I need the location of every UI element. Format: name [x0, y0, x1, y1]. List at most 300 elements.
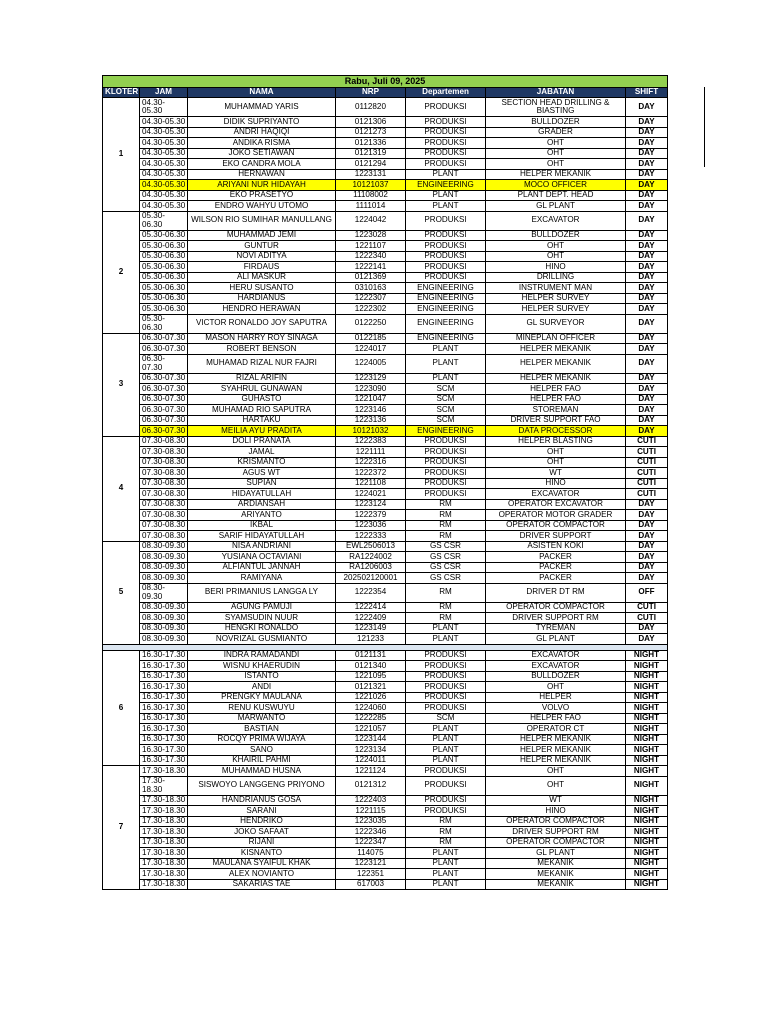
nama-cell: JOKO SETIAWAN: [188, 148, 336, 159]
jam-cell: 17.30-18.30: [140, 827, 188, 838]
table-row: [103, 837, 668, 848]
jam-cell: 04.30-05.30: [140, 180, 188, 191]
table-row: [103, 806, 668, 817]
table-row: [103, 650, 668, 661]
jabatan-cell: DRIVER SUPPORT: [486, 531, 626, 542]
jabatan-cell: GRADER: [486, 127, 626, 138]
jam-cell: 16.30-17.30: [140, 713, 188, 724]
jabatan-cell: PLANT DEPT. HEAD: [486, 190, 626, 201]
nama-cell: ARDIANSAH: [188, 499, 336, 510]
jam-cell: 07.30-08.30: [140, 468, 188, 479]
nrp-cell: 0310163: [336, 283, 406, 294]
header-nama: NAMA: [188, 88, 336, 98]
table-row: [103, 661, 668, 672]
table-row: [103, 283, 668, 294]
shift-cell: NIGHT: [626, 858, 668, 869]
jam-cell: 05.30-06.30: [140, 314, 188, 333]
jam-cell: 06.30-07.30: [140, 344, 188, 355]
dept-cell: ENGINEERING: [406, 314, 486, 333]
nama-cell: MUHAMMAD JEMI: [188, 230, 336, 241]
table-row: [103, 415, 668, 426]
jabatan-cell: WT: [486, 795, 626, 806]
dept-cell: PRODUKSI: [406, 766, 486, 777]
nrp-cell: 1224005: [336, 354, 406, 373]
table-row: [103, 869, 668, 880]
dept-cell: PLANT: [406, 755, 486, 766]
table-row: [103, 573, 668, 584]
nama-cell: NOVI ADITYA: [188, 251, 336, 262]
dept-cell: PLANT: [406, 848, 486, 859]
nama-cell: HARDIANUS: [188, 293, 336, 304]
nrp-cell: EWL2506013: [336, 541, 406, 552]
nama-cell: EKO PRASETYO: [188, 190, 336, 201]
dept-cell: PLANT: [406, 623, 486, 634]
dept-cell: PLANT: [406, 373, 486, 384]
jabatan-cell: OPERATOR COMPACTOR: [486, 520, 626, 531]
nama-cell: NISA ANDRIANI: [188, 541, 336, 552]
jam-cell: 07.30-08.30: [140, 447, 188, 458]
shift-cell: NIGHT: [626, 827, 668, 838]
nrp-cell: 1223129: [336, 373, 406, 384]
table-row: [103, 827, 668, 838]
nama-cell: HENDRIKO: [188, 816, 336, 827]
nrp-cell: 0121294: [336, 159, 406, 170]
jam-cell: 08.30-09.30: [140, 541, 188, 552]
nrp-cell: 0122185: [336, 333, 406, 344]
nama-cell: HANDRIANUS GOSA: [188, 795, 336, 806]
table-row: [103, 426, 668, 437]
table-row: [103, 489, 668, 500]
nama-cell: SAKARIAS TAE: [188, 879, 336, 890]
nrp-cell: 0122250: [336, 314, 406, 333]
dept-cell: ENGINEERING: [406, 304, 486, 315]
dept-cell: RM: [406, 613, 486, 624]
nrp-cell: 1221047: [336, 394, 406, 405]
dept-cell: RM: [406, 837, 486, 848]
shift-cell: NIGHT: [626, 671, 668, 682]
table-row: [103, 180, 668, 191]
jabatan-cell: OPERATOR COMPACTOR: [486, 602, 626, 613]
nrp-cell: 0121273: [336, 127, 406, 138]
dept-cell: PRODUKSI: [406, 117, 486, 128]
jam-cell: 17.30-18.30: [140, 776, 188, 795]
jam-cell: 16.30-17.30: [140, 724, 188, 735]
shift-cell: NIGHT: [626, 816, 668, 827]
table-row: [103, 541, 668, 552]
jabatan-cell: INSTRUMENT MAN: [486, 283, 626, 294]
table-row: [103, 724, 668, 735]
shift-cell: DAY: [626, 562, 668, 573]
header-nrp: NRP: [336, 88, 406, 98]
nama-cell: ANDI: [188, 682, 336, 693]
nama-cell: AGUS WT: [188, 468, 336, 479]
shift-cell: NIGHT: [626, 879, 668, 890]
nrp-cell: 1223144: [336, 734, 406, 745]
dept-cell: PLANT: [406, 869, 486, 880]
nrp-cell: 1223149: [336, 623, 406, 634]
jabatan-cell: OHT: [486, 447, 626, 458]
jabatan-cell: PACKER: [486, 562, 626, 573]
nama-cell: HERNAWAN: [188, 169, 336, 180]
dept-cell: PLANT: [406, 344, 486, 355]
nama-cell: WILSON RIO SUMIHAR MANULLANG: [188, 211, 336, 230]
nrp-cell: 1224060: [336, 703, 406, 714]
jam-cell: 07.30-08.30: [140, 520, 188, 531]
dept-cell: PRODUKSI: [406, 776, 486, 795]
table-row: [103, 394, 668, 405]
table-row: [103, 447, 668, 458]
nrp-cell: 1223028: [336, 230, 406, 241]
jam-cell: 16.30-17.30: [140, 745, 188, 756]
nrp-cell: 11108002: [336, 190, 406, 201]
nrp-cell: 1222354: [336, 583, 406, 602]
dept-cell: RM: [406, 499, 486, 510]
nama-cell: BASTIAN: [188, 724, 336, 735]
table-row: [103, 776, 668, 795]
shift-cell: CUTI: [626, 489, 668, 500]
table-row: [103, 98, 668, 117]
jabatan-cell: DRIVER SUPPORT RM: [486, 613, 626, 624]
nrp-cell: 1224017: [336, 344, 406, 355]
sheet-title: Rabu, Juli 09, 2025: [103, 76, 668, 88]
dept-cell: PRODUKSI: [406, 671, 486, 682]
nama-cell: ALFIANTUL JANNAH: [188, 562, 336, 573]
kloter-cell: 3: [103, 333, 140, 436]
nrp-cell: 1222333: [336, 531, 406, 542]
jabatan-cell: EXCAVATOR: [486, 661, 626, 672]
title-row: [103, 76, 668, 88]
jabatan-cell: HELPER MEKANIK: [486, 169, 626, 180]
nama-cell: KISNANTO: [188, 848, 336, 859]
dept-cell: SCM: [406, 415, 486, 426]
jabatan-cell: DRILLING: [486, 272, 626, 283]
table-row: [103, 478, 668, 489]
table-row: [103, 159, 668, 170]
shift-cell: DAY: [626, 344, 668, 355]
nama-cell: NOVRIZAL GUSMIANTO: [188, 634, 336, 645]
nama-cell: JAMAL: [188, 447, 336, 458]
jam-cell: 16.30-17.30: [140, 703, 188, 714]
kloter-cell: 2: [103, 211, 140, 333]
jabatan-cell: OHT: [486, 457, 626, 468]
shift-cell: CUTI: [626, 447, 668, 458]
dept-cell: RM: [406, 520, 486, 531]
nrp-cell: 1224042: [336, 211, 406, 230]
header-jam: JAM: [140, 88, 188, 98]
jam-cell: 06.30-07.30: [140, 373, 188, 384]
table-row: [103, 703, 668, 714]
dept-cell: PLANT: [406, 734, 486, 745]
nrp-cell: 1222285: [336, 713, 406, 724]
jabatan-cell: OHT: [486, 138, 626, 149]
dept-cell: RM: [406, 531, 486, 542]
table-row: [103, 634, 668, 645]
schedule-body: [103, 98, 668, 890]
dept-cell: PRODUKSI: [406, 230, 486, 241]
nrp-cell: 121233: [336, 634, 406, 645]
jam-cell: 08.30-09.30: [140, 602, 188, 613]
nrp-cell: 1222307: [336, 293, 406, 304]
shift-cell: DAY: [626, 531, 668, 542]
table-row: [103, 384, 668, 395]
nama-cell: RIJANI: [188, 837, 336, 848]
jabatan-cell: OHT: [486, 159, 626, 170]
jam-cell: 16.30-17.30: [140, 734, 188, 745]
nama-cell: RAMIYANA: [188, 573, 336, 584]
jabatan-cell: MEKANIK: [486, 879, 626, 890]
nama-cell: MARWANTO: [188, 713, 336, 724]
nama-cell: WISNU KHAERUDIN: [188, 661, 336, 672]
dept-cell: SCM: [406, 713, 486, 724]
nrp-cell: 1223121: [336, 858, 406, 869]
nama-cell: MUHAMAD RIO SAPUTRA: [188, 405, 336, 416]
dept-cell: PRODUKSI: [406, 262, 486, 273]
table-row: [103, 734, 668, 745]
jam-cell: 04.30-05.30: [140, 159, 188, 170]
shift-cell: DAY: [626, 314, 668, 333]
jabatan-cell: HELPER SURVEY: [486, 304, 626, 315]
nama-cell: JOKO SAFAAT: [188, 827, 336, 838]
dept-cell: PRODUKSI: [406, 682, 486, 693]
jabatan-cell: DRIVER SUPPORT FAO: [486, 415, 626, 426]
table-row: [103, 682, 668, 693]
nama-cell: GUHASTO: [188, 394, 336, 405]
jabatan-cell: BULLDOZER: [486, 117, 626, 128]
dept-cell: PRODUKSI: [406, 795, 486, 806]
shift-cell: CUTI: [626, 457, 668, 468]
table-row: [103, 766, 668, 777]
jam-cell: 16.30-17.30: [140, 671, 188, 682]
jam-cell: 17.30-18.30: [140, 858, 188, 869]
shift-cell: DAY: [626, 333, 668, 344]
dept-cell: PRODUKSI: [406, 127, 486, 138]
nrp-cell: 1223134: [336, 745, 406, 756]
jam-cell: 04.30-05.30: [140, 201, 188, 212]
nama-cell: DIDIK SUPRIYANTO: [188, 117, 336, 128]
jam-cell: 05.30-06.30: [140, 211, 188, 230]
shift-cell: DAY: [626, 169, 668, 180]
jam-cell: 07.30-08.30: [140, 478, 188, 489]
nrp-cell: 1222141: [336, 262, 406, 273]
shift-cell: DAY: [626, 510, 668, 521]
jam-cell: 05.30-06.30: [140, 251, 188, 262]
nama-cell: PRENGKY MAULANA: [188, 692, 336, 703]
nama-cell: MAULANA SYAIFUL KHAK: [188, 858, 336, 869]
nrp-cell: 1223136: [336, 415, 406, 426]
nrp-cell: 1221095: [336, 671, 406, 682]
shift-cell: DAY: [626, 190, 668, 201]
dept-cell: PRODUKSI: [406, 703, 486, 714]
table-row: [103, 314, 668, 333]
dept-cell: PRODUKSI: [406, 806, 486, 817]
nama-cell: ENDRO WAHYU UTOMO: [188, 201, 336, 212]
jabatan-cell: HELPER MEKANIK: [486, 373, 626, 384]
dept-cell: PRODUKSI: [406, 138, 486, 149]
dept-cell: GS CSR: [406, 552, 486, 563]
jabatan-cell: HINO: [486, 262, 626, 273]
jabatan-cell: EXCAVATOR: [486, 489, 626, 500]
shift-cell: CUTI: [626, 468, 668, 479]
dept-cell: PLANT: [406, 190, 486, 201]
shift-cell: DAY: [626, 426, 668, 437]
table-row: [103, 552, 668, 563]
table-row: [103, 354, 668, 373]
jabatan-cell: BULLDOZER: [486, 671, 626, 682]
table-row: [103, 436, 668, 447]
shift-cell: NIGHT: [626, 713, 668, 724]
jam-cell: 08.30-09.30: [140, 583, 188, 602]
nama-cell: EKO CANDRA MOLA: [188, 159, 336, 170]
jabatan-cell: ASISTEN KOKI: [486, 541, 626, 552]
jam-cell: 07.30-08.30: [140, 531, 188, 542]
nrp-cell: RA1206003: [336, 562, 406, 573]
jabatan-cell: HELPER MEKANIK: [486, 344, 626, 355]
dept-cell: PRODUKSI: [406, 661, 486, 672]
nama-cell: SARANI: [188, 806, 336, 817]
jabatan-cell: OHT: [486, 251, 626, 262]
jabatan-cell: GL PLANT: [486, 201, 626, 212]
shift-cell: DAY: [626, 117, 668, 128]
shift-cell: NIGHT: [626, 776, 668, 795]
nama-cell: SANO: [188, 745, 336, 756]
nama-cell: ARIYANI NUR HIDAYAH: [188, 180, 336, 191]
jabatan-cell: OPERATOR COMPACTOR: [486, 816, 626, 827]
jam-cell: 17.30-18.30: [140, 879, 188, 890]
nrp-cell: 1222383: [336, 436, 406, 447]
table-row: [103, 816, 668, 827]
jabatan-cell: PACKER: [486, 552, 626, 563]
nrp-cell: 1224021: [336, 489, 406, 500]
shift-cell: DAY: [626, 180, 668, 191]
dept-cell: PRODUKSI: [406, 159, 486, 170]
nrp-cell: 1223090: [336, 384, 406, 395]
nama-cell: ROCQY PRIMA WIJAYA: [188, 734, 336, 745]
jam-cell: 05.30-06.30: [140, 304, 188, 315]
table-row: [103, 127, 668, 138]
nama-cell: SYAMSUDIN NUUR: [188, 613, 336, 624]
nama-cell: MEILIA AYU PRADITA: [188, 426, 336, 437]
dept-cell: SCM: [406, 405, 486, 416]
jam-cell: 06.30-07.30: [140, 415, 188, 426]
shift-cell: DAY: [626, 138, 668, 149]
jabatan-cell: TYREMAN: [486, 623, 626, 634]
dept-cell: RM: [406, 510, 486, 521]
nama-cell: BERI PRIMANIUS LANGGA LY: [188, 583, 336, 602]
kloter-cell: 1: [103, 98, 140, 212]
nama-cell: IKBAL: [188, 520, 336, 531]
jam-cell: 08.30-09.30: [140, 562, 188, 573]
nrp-cell: 1222403: [336, 795, 406, 806]
jam-cell: 17.30-18.30: [140, 837, 188, 848]
jabatan-cell: WT: [486, 468, 626, 479]
table-row: [103, 373, 668, 384]
nama-cell: ALI MASKUR: [188, 272, 336, 283]
shift-cell: DAY: [626, 283, 668, 294]
dept-cell: GS CSR: [406, 541, 486, 552]
jabatan-cell: HELPER FAO: [486, 384, 626, 395]
table-row: [103, 613, 668, 624]
jam-cell: 05.30-06.30: [140, 262, 188, 273]
shift-cell: NIGHT: [626, 692, 668, 703]
dept-cell: PRODUKSI: [406, 489, 486, 500]
nrp-cell: 122351: [336, 869, 406, 880]
nrp-cell: 1221057: [336, 724, 406, 735]
nrp-cell: 1222316: [336, 457, 406, 468]
nrp-cell: 1223124: [336, 499, 406, 510]
shift-cell: NIGHT: [626, 766, 668, 777]
nrp-cell: 1222372: [336, 468, 406, 479]
jabatan-cell: MINEPLAN OFFICER: [486, 333, 626, 344]
table-row: [103, 671, 668, 682]
table-row: [103, 602, 668, 613]
nama-cell: HENGKI RONALDO: [188, 623, 336, 634]
shift-cell: NIGHT: [626, 837, 668, 848]
dept-cell: PRODUKSI: [406, 447, 486, 458]
jabatan-cell: BULLDOZER: [486, 230, 626, 241]
dept-cell: RM: [406, 602, 486, 613]
jabatan-cell: MOCO OFFICER: [486, 180, 626, 191]
nama-cell: RIZAL ARIFIN: [188, 373, 336, 384]
jabatan-cell: HELPER MEKANIK: [486, 354, 626, 373]
shift-cell: DAY: [626, 634, 668, 645]
nama-cell: YUSIANA OCTAVIANI: [188, 552, 336, 563]
table-row: [103, 304, 668, 315]
jam-cell: 17.30-18.30: [140, 766, 188, 777]
dept-cell: PLANT: [406, 354, 486, 373]
table-row: [103, 745, 668, 756]
dept-cell: PLANT: [406, 858, 486, 869]
nrp-cell: 1223035: [336, 816, 406, 827]
header-kloter: KLOTER: [103, 88, 140, 98]
table-row: [103, 190, 668, 201]
nrp-cell: 1222302: [336, 304, 406, 315]
jam-cell: 08.30-09.30: [140, 634, 188, 645]
shift-cell: DAY: [626, 623, 668, 634]
nrp-cell: 0121321: [336, 682, 406, 693]
jam-cell: 04.30-05.30: [140, 169, 188, 180]
jam-cell: 06.30-07.30: [140, 405, 188, 416]
nama-cell: MUHAMMAD HUSNA: [188, 766, 336, 777]
jam-cell: 06.30-07.30: [140, 426, 188, 437]
jabatan-cell: HINO: [486, 478, 626, 489]
nama-cell: INDRA RAMADANDI: [188, 650, 336, 661]
shift-cell: DAY: [626, 384, 668, 395]
dept-cell: PLANT: [406, 634, 486, 645]
table-row: [103, 531, 668, 542]
nrp-cell: 0121340: [336, 661, 406, 672]
shift-cell: NIGHT: [626, 734, 668, 745]
table-row: [103, 510, 668, 521]
nrp-cell: 1224011: [336, 755, 406, 766]
dept-cell: GS CSR: [406, 562, 486, 573]
jam-cell: 06.30-07.30: [140, 333, 188, 344]
nama-cell: DOLI PRANATA: [188, 436, 336, 447]
jam-cell: 16.30-17.30: [140, 682, 188, 693]
shift-cell: DAY: [626, 262, 668, 273]
nama-cell: RENU KUSWUYU: [188, 703, 336, 714]
dept-cell: PRODUKSI: [406, 468, 486, 479]
shift-cell: NIGHT: [626, 703, 668, 714]
table-row: [103, 623, 668, 634]
table-row: [103, 692, 668, 703]
table-row: [103, 169, 668, 180]
table-row: [103, 713, 668, 724]
nrp-cell: 0121131: [336, 650, 406, 661]
table-row: [103, 499, 668, 510]
kloter-cell: 7: [103, 766, 140, 890]
jabatan-cell: SECTION HEAD DRILLING & BIASTING: [486, 98, 626, 117]
table-row: [103, 148, 668, 159]
